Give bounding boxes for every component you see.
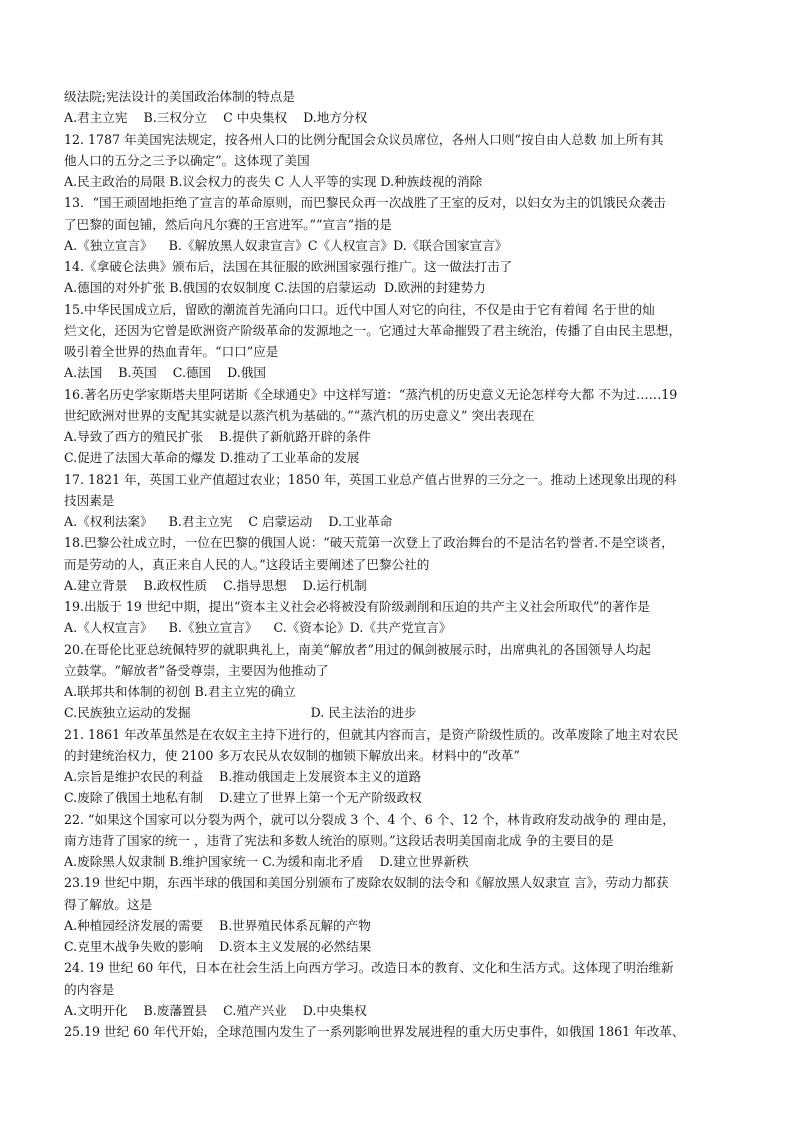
- options-line: A.种植园经济发展的需要 B.世界殖民体系瓦解的产物: [64, 917, 371, 933]
- options-line: C.克里木战争失败的影响 D.资本主义发展的必然结果: [64, 939, 372, 954]
- text-line: 的内容是: [64, 981, 115, 997]
- text-line: 吸引着全世界的热血青年。“口口”应是: [64, 344, 279, 359]
- options-line: A.建立背景 B.政权性质 C.指导思想 D.运行机制: [64, 577, 367, 593]
- question-21: 21. 1861 年改革虽然是在农奴主主持下进行的，但就其内容而言，是资产阶级性质的。改革废除了地主对农民: [64, 726, 679, 742]
- question-15: 15.中华民国成立后，留欧的潮流首先涌向口口。近代中国人对它的向往，不仅是由于它有着闻 名于世的灿: [64, 301, 655, 317]
- options-line: A.导致了西方的殖民扩张 B.提供了新航路开辟的条件: [64, 429, 371, 444]
- question-22: 22. “如果这个国家可以分裂为两个，就可以分裂成 3 个、4 个、6 个、12 个，林肯政府发动战争的 理由是，: [64, 811, 675, 827]
- options-line: C.废除了俄国土地私有制 D.建立了世界上第一个无产阶级政权: [64, 790, 422, 806]
- options-line: A.宗旨是维护农民的利益 B.推动俄国走上发展资本主义的道路: [64, 769, 422, 784]
- question-12: 12. 1787 年美国宪法规定，按各州人口的比例分配国会众议员席位，各州人口则“按自由人总数 加上所有其: [64, 131, 664, 147]
- question-20: 20.在哥伦比亚总统佩特罗的就职典礼上，南美“解放者”用过的佩剑被展示时，出席典礼的各国领导人均起: [64, 641, 652, 657]
- options-line: A.君主立宪 B.三权分立 C 中央集权 D.地方分权: [64, 110, 368, 126]
- question-23: 23.19 世纪中期，东西半球的俄国和美国分别颁布了废除农奴制的法令和《解放黑人奴隶宣 言》，劳动力都获: [64, 875, 669, 891]
- options-line: A.文明开化 B.废藩置县 C.殖产兴业 D.中央集权: [64, 1002, 367, 1018]
- question-16: 16.著名历史学家斯塔夫里阿诺斯《全球通史》中这样写道：“蒸汽机的历史意义无论怎样夸大都 不为过……19: [64, 386, 678, 402]
- options-line: C.民族独立运动的发掘 D. 民主法治的进步: [64, 705, 417, 721]
- text-line: 烂文化，还因为它曾是欧洲资产阶级革命的发源地之一。它通过大革命摧毁了君主统治，传播了自由民主思想，: [64, 322, 682, 338]
- question-13: 13．“国王顽固地拒绝了宣言的革命原则，而巴黎民众再一次战胜了王室的反对，以妇女为主的饥饿民众袭击: [64, 195, 666, 211]
- question-14: 14.《拿破仑法典》颁布后，法国在其征服的欧洲国家强行推广。这一做法打击了: [64, 259, 513, 274]
- options-line: A.《独立宣言》 B.《解放黑人奴隶宣言》C《人权宣言》D.《联合国家宣言》: [64, 237, 508, 253]
- text-line: 的封建统治权力，使 2100 多万农民从农奴制的枷锁下解放出来。材料中的“改革”: [64, 747, 520, 763]
- text-line: 级法院;宪法设计的美国政治体制的特点是: [64, 89, 295, 104]
- question-25: 25.19 世纪 60 年代开始，全球范围内发生了一系列影响世界发展进程的重大历史事件，如俄国 1861 年改革、: [64, 1024, 685, 1039]
- question-24: 24. 19 世纪 60 年代，日本在社会生活上向西方学习。改造日本的教育、文化和生活方式。这体现了明治维新: [64, 960, 674, 976]
- text-line: 南方违背了国家的统一 ，违背了宪法和多数人统治的原则。”这段话表明美国南北成 争的主要目的是: [64, 832, 614, 848]
- question-17: 17. 1821 年，英国工业产值超过农业；1850 年，英国工业总产值占世界的三分之一。推动上述现象出现的科: [64, 471, 677, 487]
- text-line: 世纪欧洲对世界的支配其实就是以蒸汽机为基础的。”“蒸汽机的历史意义” 突出表现在: [64, 407, 535, 423]
- options-line: A.法国 B.英国 C.德国 D.俄国: [64, 365, 266, 381]
- options-line: A.废除黑人奴隶制 B.维护国家统一 C.为缓和南北矛盾 D.建立世界新秩: [64, 854, 469, 869]
- text-line: 得了解放。这是: [64, 896, 153, 912]
- options-line: A.德国的对外扩张 B.俄国的农奴制度 C.法国的启蒙运动 D.欧洲的封建势力: [64, 280, 486, 296]
- text-line: 而是劳动的人，真正来自人民的人。”这段话主要阐述了巴黎公社的: [64, 556, 430, 572]
- question-18: 18.巴黎公社成立时，一位在巴黎的俄国人说：“破天荒第一次登上了政治舞台的不是沽名钓誉者.不是空谈者，: [64, 535, 674, 551]
- text-line: 他人口的五分之三予以确定”。这体现了美国: [64, 152, 310, 168]
- text-line: 立鼓掌。“解放者”备受尊崇，主要因为他推动了: [64, 662, 329, 678]
- text-line: 技因素是: [64, 492, 115, 508]
- exam-page: [64, 86, 736, 1042]
- text-line: 了巴黎的面包铺，然后向凡尔赛的王宫进军。”“宣言”指的是: [64, 216, 392, 232]
- options-line: C.促进了法国大革命的爆发 D.推动了工业革命的发展: [64, 450, 360, 466]
- options-line: A.联邦共和体制的初创 B.君主立宪的确立: [64, 684, 296, 699]
- options-line: A.民主政治的局限 B.议会权力的丧失 C 人人平等的实现 D.种族歧视的消除: [64, 174, 483, 189]
- options-line: A.《人权宣言》 B.《独立宣言》 C.《资本论》D.《共产党宣言》: [64, 620, 452, 636]
- options-line: A.《权利法案》 B.君主立宪 C 启蒙运动 D.工业革命: [64, 514, 393, 529]
- question-19: 19.出版于 19 世纪中期，提出“资本主义社会必将被没有阶级剥削和压迫的共产主义社会所取代”的著作是: [64, 599, 650, 614]
